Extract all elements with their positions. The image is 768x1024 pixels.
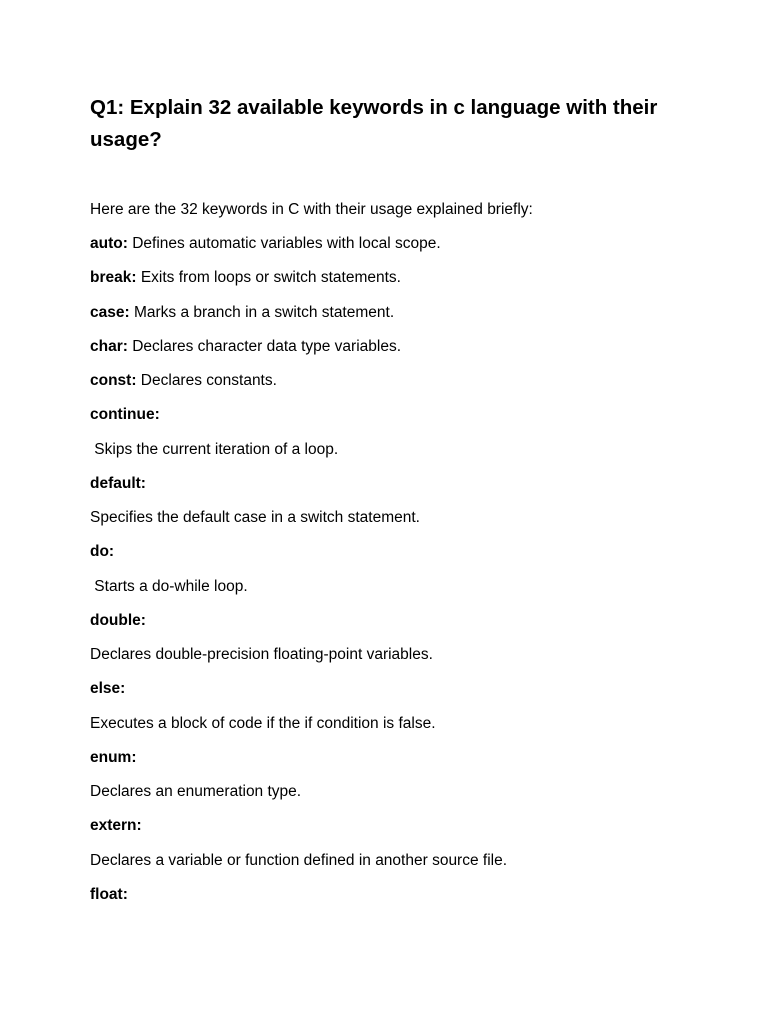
keyword-description: Declares character data type variables. xyxy=(127,337,402,355)
keyword-term: do: xyxy=(90,543,115,561)
keyword-description: Declares an enumeration type. xyxy=(90,783,302,800)
keyword-line xyxy=(90,337,690,371)
keyword-line xyxy=(90,234,690,268)
keyword-description: Exits from loops or switch statements. xyxy=(136,269,401,287)
keyword-term: case: xyxy=(90,303,130,321)
keyword-description: Declares a variable or function defined in another source file. xyxy=(90,851,508,869)
keyword-term: char: xyxy=(90,337,128,355)
keyword-term: double: xyxy=(90,611,146,629)
keyword-description: Starts a do-while loop. xyxy=(90,577,248,595)
keyword-line xyxy=(90,405,690,439)
keyword-line xyxy=(90,611,690,645)
keyword-description: Defines automatic variables with local scope. xyxy=(127,235,441,252)
keyword-line xyxy=(90,782,690,816)
keyword-line xyxy=(90,371,690,405)
keyword-description: Marks a branch in a switch statement. xyxy=(129,303,395,321)
keyword-term: const: xyxy=(90,372,137,389)
keyword-line xyxy=(90,508,690,542)
keyword-line xyxy=(90,577,690,611)
keyword-description: Declares double-precision floating-point variables. xyxy=(90,646,433,663)
document-page xyxy=(90,92,690,903)
keyword-term: extern: xyxy=(90,817,142,835)
keyword-term: auto: xyxy=(90,235,128,252)
keyword-line xyxy=(90,885,690,919)
keyword-description: Executes a block of code if the if condition is false. xyxy=(90,714,436,732)
keyword-line xyxy=(90,645,690,679)
keyword-term: else: xyxy=(90,680,126,698)
keyword-line xyxy=(90,474,690,508)
keyword-list xyxy=(90,234,690,919)
keyword-line xyxy=(90,542,690,576)
keyword-line xyxy=(90,679,690,713)
keyword-line xyxy=(90,440,690,474)
question-heading: Q1: Explain 32 available keywords in c language with their usage? xyxy=(90,96,658,151)
keyword-line xyxy=(90,714,690,748)
keyword-term: break: xyxy=(90,269,137,287)
keyword-description: Declares constants. xyxy=(136,372,277,389)
keyword-term: float: xyxy=(90,885,128,903)
keyword-line xyxy=(90,748,690,782)
keyword-line xyxy=(90,268,690,302)
keyword-line xyxy=(90,851,690,885)
keyword-line xyxy=(90,303,690,337)
intro-paragraph: Here are the 32 keywords in C with their usage explained briefly: xyxy=(90,201,533,218)
keyword-description: Specifies the default case in a switch statement. xyxy=(90,509,420,526)
keyword-term: default: xyxy=(90,474,146,492)
keyword-line xyxy=(90,816,690,850)
keyword-term: continue: xyxy=(90,406,160,424)
keyword-description: Skips the current iteration of a loop. xyxy=(90,440,339,458)
keyword-term: enum: xyxy=(90,748,137,766)
